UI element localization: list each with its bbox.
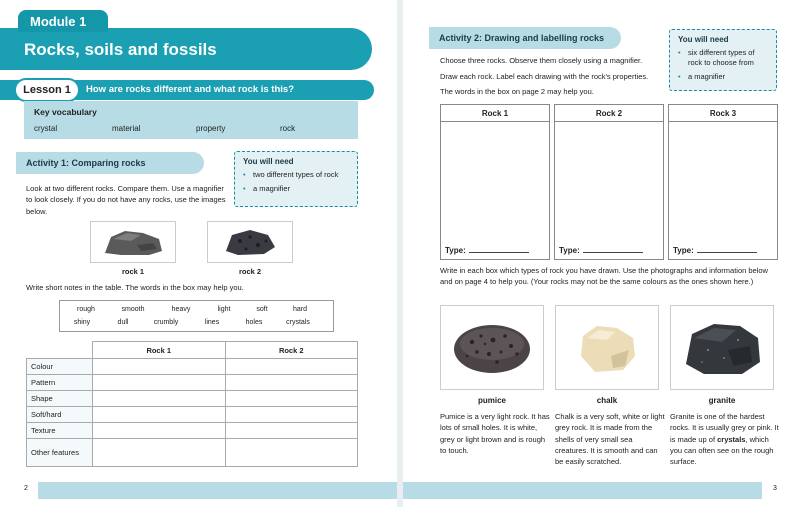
page-number: 3: [773, 485, 777, 492]
activity-1-intro: Look at two different rocks. Compare them. Use a magnifier to look closely. If you do not have any rocks, use the images below.: [26, 184, 226, 216]
table-cell[interactable]: [225, 439, 358, 467]
granite-desc-bold: crystals: [717, 434, 746, 444]
word: rough: [77, 306, 95, 313]
lesson-label: Lesson 1: [14, 78, 80, 102]
need-item: • six different types of rock to choose from: [678, 48, 768, 68]
left-page: [0, 0, 397, 507]
granite-photo: [670, 305, 774, 390]
rock-1-drawing: [101, 227, 165, 257]
table-cell[interactable]: [93, 391, 226, 407]
activity-2-line-1: Choose three rocks. Observe them closely using a magnifier.: [440, 56, 643, 65]
table-row-label: Soft/hard: [27, 407, 93, 423]
drawing-box-header: Rock 2: [555, 105, 663, 122]
table-row-label: Pattern: [27, 375, 93, 391]
need-item: • a magnifier: [243, 184, 349, 194]
pumice-description: Pumice is a very light rock. It has lots of small holes. It is white, grey or light brown and is rough to touch.: [440, 412, 550, 455]
activity-2-title: Activity 2: Drawing and labelling rocks: [429, 27, 621, 49]
drawing-box-rock-3[interactable]: [668, 104, 778, 260]
rock-1-image: [90, 221, 176, 263]
key-vocabulary-box: [24, 101, 358, 139]
vocab-word: crystal: [34, 124, 58, 133]
module-title: Rocks, soils and fossils: [0, 28, 372, 70]
word: hard: [292, 306, 308, 313]
table-corner: [27, 342, 93, 359]
drawing-box-header: Rock 1: [441, 105, 549, 122]
table-cell[interactable]: [93, 359, 226, 375]
table-cell[interactable]: [225, 423, 358, 439]
table-cell[interactable]: [225, 407, 358, 423]
need-item: • a magnifier: [678, 72, 768, 82]
you-will-need-box: [234, 151, 358, 207]
rock-2-image: [207, 221, 293, 263]
you-will-need-box: [669, 29, 777, 91]
vocab-title: Key vocabulary: [34, 107, 97, 117]
word-box: [59, 300, 334, 332]
module-label: Module 1: [18, 10, 108, 32]
word: crystals: [286, 319, 310, 326]
activity-2-line-2: Draw each rock. Label each drawing with the rock's properties.: [440, 72, 649, 81]
drawing-box-header: Rock 3: [669, 105, 777, 122]
word: dull: [117, 319, 129, 326]
table-header: Rock 2: [225, 342, 358, 359]
rock-2-drawing: [220, 227, 280, 257]
table-cell[interactable]: [93, 407, 226, 423]
table-cell[interactable]: [93, 439, 226, 467]
table-row-label: Other features: [27, 439, 93, 467]
word: lines: [204, 319, 220, 326]
word: heavy: [171, 306, 191, 313]
footer-bar: [38, 482, 397, 499]
chalk-caption: chalk: [596, 396, 618, 405]
table-cell[interactable]: [225, 359, 358, 375]
activity-2-line-3: The words in the box on page 2 may help you.: [440, 87, 594, 96]
right-page: [403, 0, 800, 507]
need-title: You will need: [678, 35, 729, 44]
drawing-box-rock-2[interactable]: [554, 104, 664, 260]
granite-caption: granite: [708, 396, 736, 405]
rock-2-caption: rock 2: [238, 267, 262, 276]
type-label: Type:: [559, 246, 643, 255]
footer-bar: [403, 482, 762, 499]
table-row-label: Texture: [27, 423, 93, 439]
lesson-question: How are rocks different and what rock is this?: [0, 80, 374, 100]
table-cell[interactable]: [225, 391, 358, 407]
table-cell[interactable]: [93, 375, 226, 391]
granite-desc-part: Granite is one of the hardest rocks. It is usually grey or pink. It is made up of: [670, 412, 779, 444]
granite-drawing: [678, 316, 766, 380]
pumice-photo: [440, 305, 544, 390]
vocab-word: rock: [280, 124, 296, 133]
word: shiny: [73, 319, 91, 326]
rock-1-caption: rock 1: [121, 267, 145, 276]
word: soft: [256, 306, 268, 313]
vocab-word: material: [112, 124, 141, 133]
page-number: 2: [24, 485, 28, 492]
notes-instruction: Write short notes in the table. The words in the box may help you.: [26, 283, 244, 292]
rock-type-instruction: Write in each box which types of rock you have drawn. Use the photographs and information below and on page 4 to help you. (Your rocks may not be the same colours as the ones shown here.): [440, 266, 768, 287]
type-label: Type:: [445, 246, 529, 255]
vocab-word: property: [196, 124, 226, 133]
chalk-description: Chalk is a very soft, white or light grey rock. It is made from the shells of very small sea creatures. It is smooth and can be easily scratched.: [555, 412, 665, 466]
word: crumbly: [153, 319, 179, 326]
chalk-drawing: [567, 316, 647, 380]
drawing-box-rock-1[interactable]: [440, 104, 550, 260]
need-item: • two different types of rock: [243, 170, 349, 180]
pumice-caption: pumice: [477, 396, 506, 405]
word: smooth: [121, 306, 145, 313]
chalk-photo: [555, 305, 659, 390]
type-label: Type:: [673, 246, 757, 255]
table-header: Rock 1: [93, 342, 226, 359]
table-cell[interactable]: [225, 375, 358, 391]
granite-desc-part: , which you can often see on the rough surface.: [670, 434, 774, 466]
activity-1-title: Activity 1: Comparing rocks: [16, 152, 204, 174]
table-cell[interactable]: [93, 423, 226, 439]
table-row-label: Shape: [27, 391, 93, 407]
need-title: You will need: [243, 157, 294, 166]
word: light: [217, 306, 231, 313]
pumice-drawing: [447, 316, 537, 380]
table-row-label: Colour: [27, 359, 93, 375]
comparison-table: [26, 341, 358, 467]
granite-description: [670, 411, 780, 467]
word: holes: [245, 319, 263, 326]
